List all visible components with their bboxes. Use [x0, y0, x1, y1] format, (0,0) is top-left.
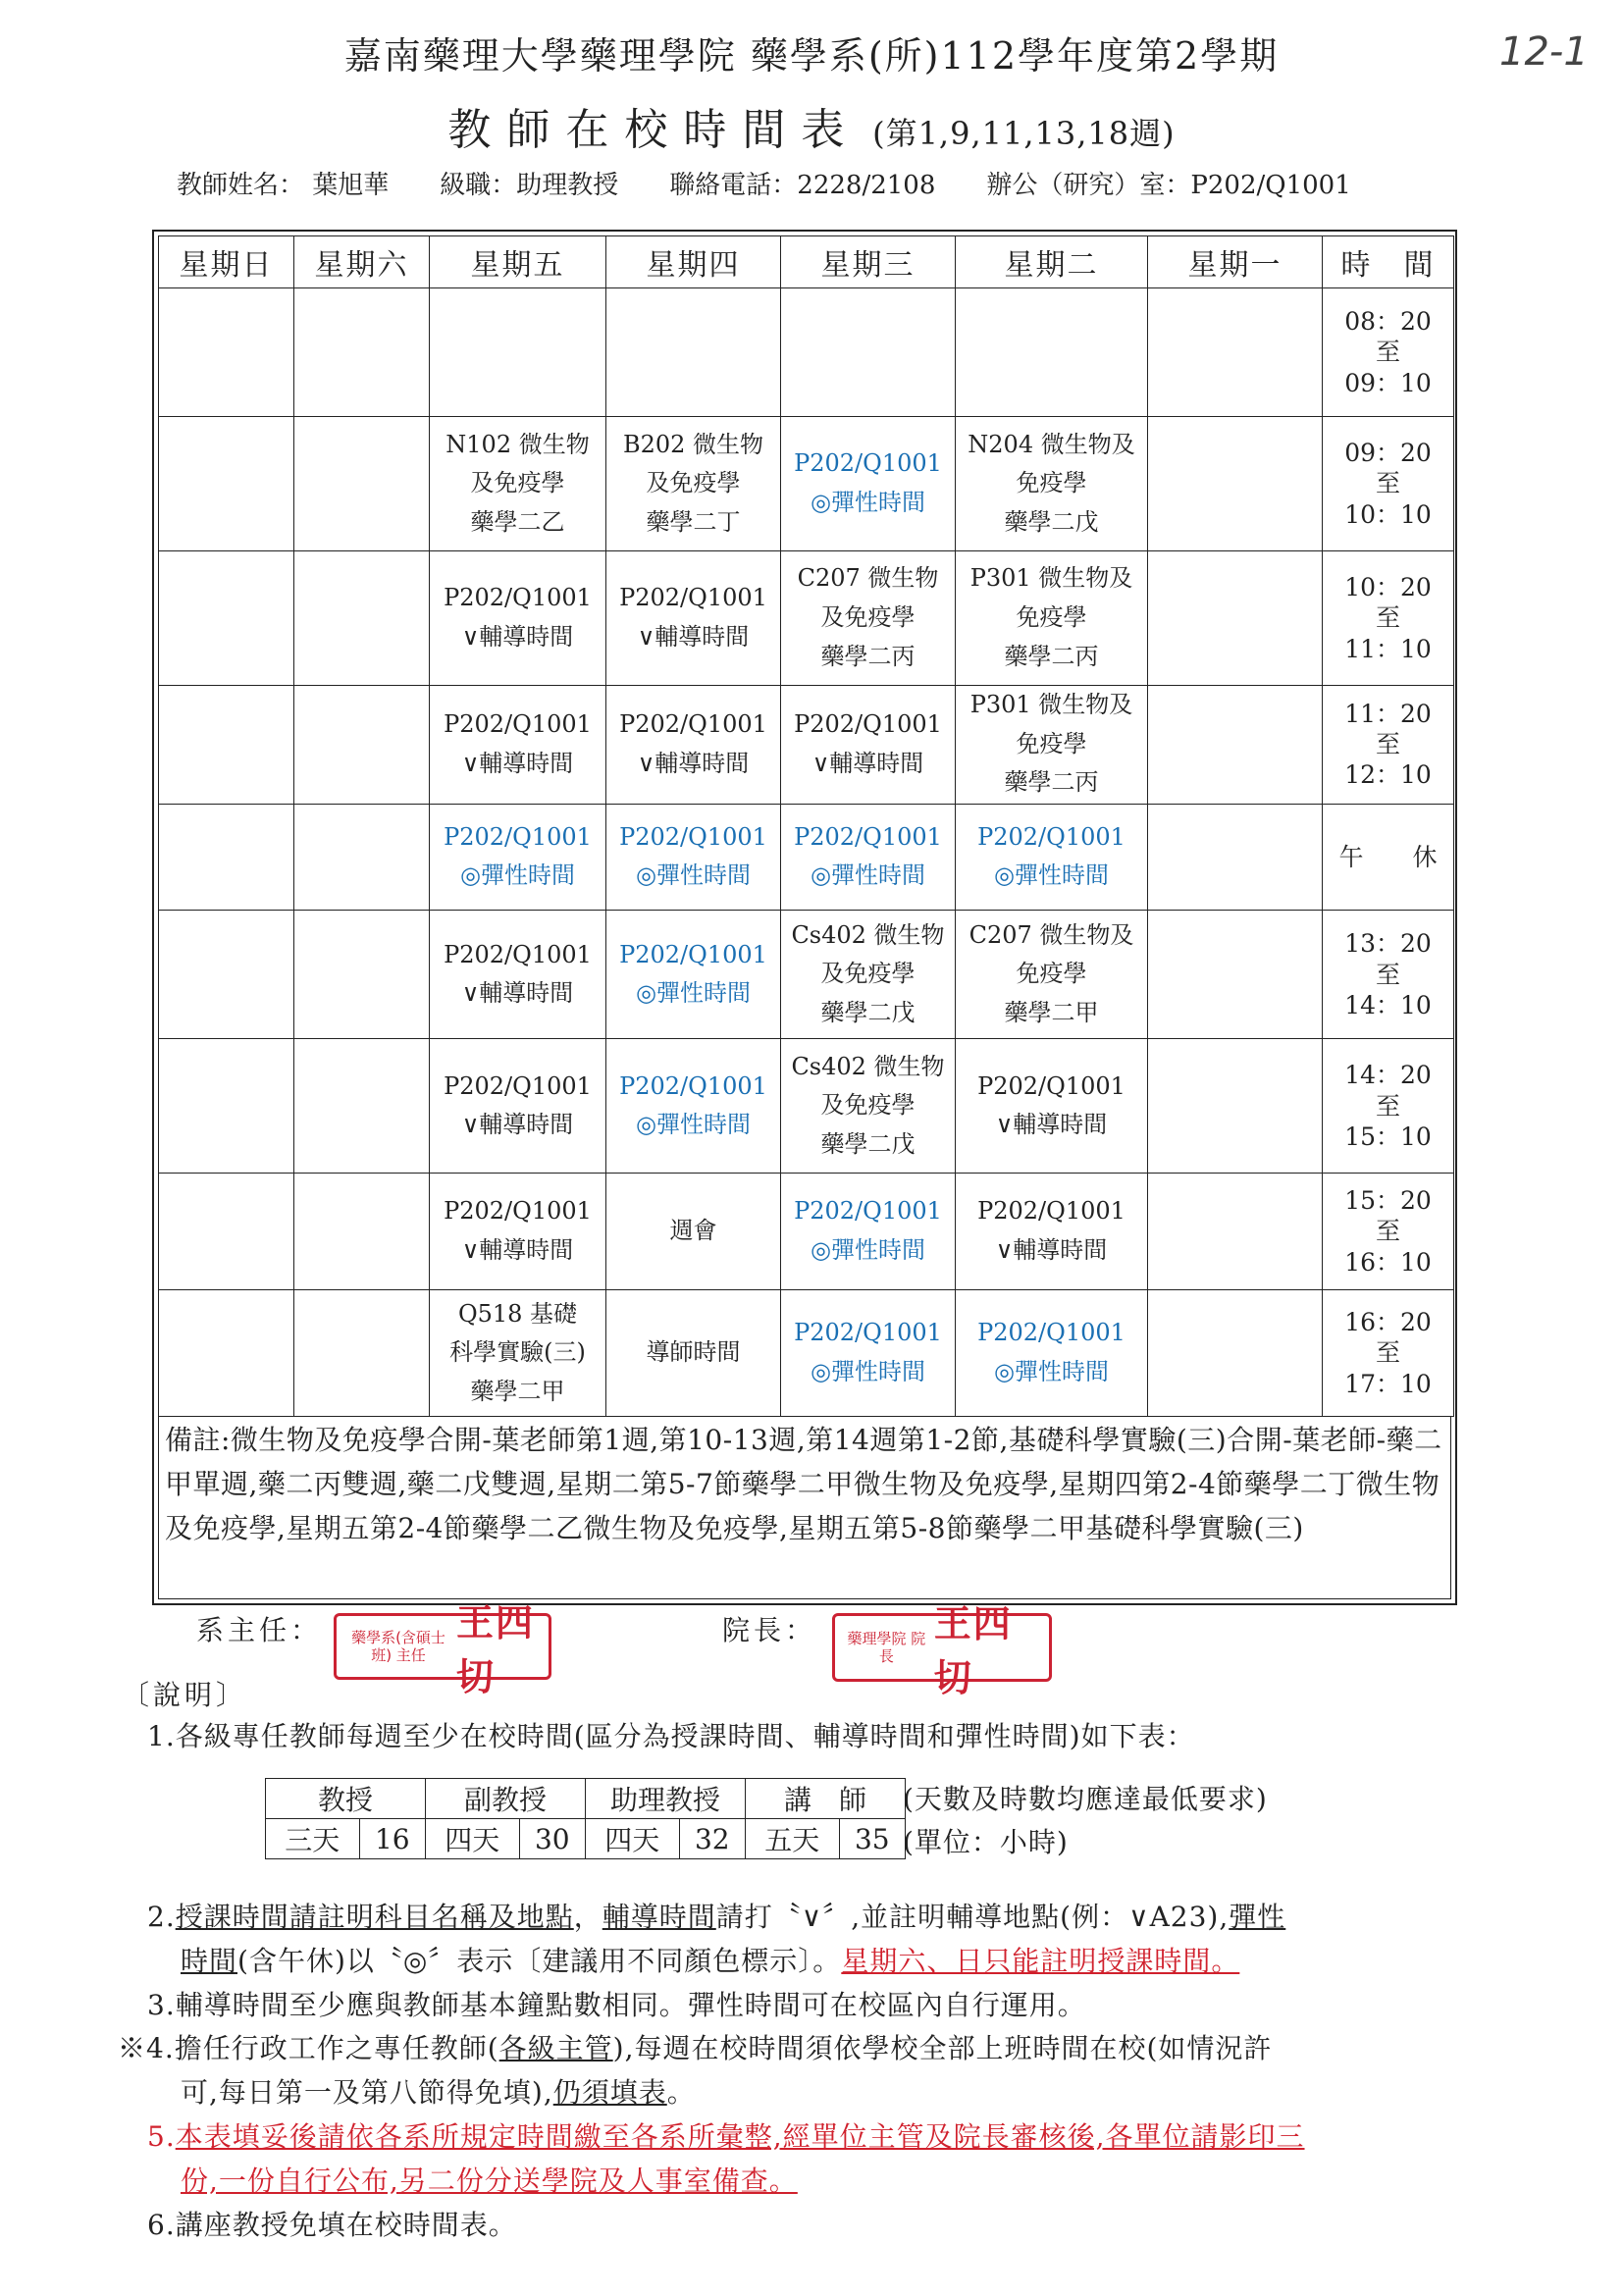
time-line: 至 [1375, 469, 1400, 498]
schedule-table [158, 235, 1454, 1417]
req-note-minimum: (天數及時數均應達最低要求) [903, 1783, 1268, 1815]
item2-sep: ， [573, 1901, 602, 1933]
schedule-cell [430, 1290, 606, 1417]
schedule-cell [159, 1174, 294, 1290]
req-days: 三天 [266, 1819, 360, 1859]
schedule-header-row [159, 236, 1454, 288]
time-line: 至 [1375, 603, 1400, 633]
schedule-cell [956, 685, 1148, 804]
schedule-cell [430, 416, 606, 550]
subtitle-main: 教師在校時間表 [447, 105, 861, 155]
schedule-cell-line: 及免疫學 [820, 960, 916, 988]
schedule-cell [294, 416, 430, 550]
time-line: 至 [1375, 338, 1400, 367]
schedule-cell [159, 685, 294, 804]
schedule-cell-line: 藥學二甲 [1004, 999, 1099, 1027]
item4-desc-2: 可,每日第一及第八節得免填), [181, 2075, 553, 2109]
schedule-cell-line: ∨輔導時間 [461, 749, 574, 777]
schedule-cell-line: 及免疫學 [470, 469, 565, 497]
schedule-notes: 備註:微生物及免疫學合開-葉老師第1週,第10-13週,第14週第1-2節,基礎科學實驗(三)合開-葉老師-藥二甲單週,藥二丙雙週,藥二戊雙週,星期二第5-7節藥學二甲微生物及免疫學,星期四第2-4節藥學二丁微生物及免疫學,星期五第2-4節藥學二乙微生物及免疫學,星期五第5-8節藥學二甲基礎科學實驗(三) [158, 1417, 1451, 1599]
schedule-cell [159, 1290, 294, 1417]
schedule-cell-line: ◎彈性時間 [811, 488, 925, 516]
item2-counsel: 輔導時間 [602, 1901, 716, 1933]
schedule-cell [781, 1174, 956, 1290]
schedule-cell-line: P202/Q1001 [619, 822, 767, 851]
time-line: 09：20 [1344, 439, 1432, 468]
schedule-cell-line: ◎彈性時間 [811, 1358, 925, 1385]
time-line: 16：10 [1344, 1247, 1432, 1277]
schedule-cell-line: ◎彈性時間 [460, 861, 575, 890]
time-line: 08：20 [1344, 307, 1432, 337]
schedule-cell-line: 免疫學 [1016, 729, 1087, 757]
req-days: 四天 [426, 1819, 520, 1859]
schedule-cell [294, 1039, 430, 1174]
time-line: 至 [1375, 1338, 1400, 1368]
schedule-cell [781, 1039, 956, 1174]
req-values-row [266, 1819, 906, 1859]
schedule-cell-line: ◎彈性時間 [994, 861, 1109, 890]
schedule-cell-line: P202/Q1001 [794, 822, 942, 851]
schedule-body [159, 288, 1454, 1417]
schedule-cell-line: P202/Q1001 [444, 1197, 592, 1226]
schedule-cell [781, 1290, 956, 1417]
schedule-cell [781, 416, 956, 550]
schedule-cell [1148, 416, 1323, 550]
schedule-cell [606, 1174, 781, 1290]
schedule-cell [294, 685, 430, 804]
schedule-cell-line: ∨輔導時間 [461, 1236, 574, 1265]
minimum-hours-table [265, 1778, 906, 1859]
schedule-cell [781, 685, 956, 804]
req-hours: 35 [839, 1819, 905, 1859]
item2-flex-2: 時間 [181, 1944, 238, 1977]
schedule-row [159, 685, 1454, 804]
schedule-cell [430, 804, 606, 911]
dean-label: 院長： [722, 1614, 817, 1646]
explanation-item-1: 1.各級專任教師每週至少在校時間(區分為授課時間、輔導時間和彈性時間)如下表： [147, 1720, 1195, 1752]
schedule-cell [430, 550, 606, 685]
req-rank: 副教授 [426, 1779, 586, 1819]
schedule-time-cell [1323, 288, 1454, 417]
time-line: 12：10 [1344, 760, 1432, 790]
schedule-cell-line: 免疫學 [1016, 469, 1087, 497]
item5-line1: 本表填妥後請依各系所規定時間繳至各系所彙整,經單位主管及院長審核後,各單位請影印三 [175, 2120, 1305, 2153]
schedule-time-cell [1323, 1290, 1454, 1417]
handwritten-page-mark: 12-1 [1499, 29, 1589, 75]
time-line: 09：10 [1344, 368, 1432, 397]
schedule-cell-line: 藥學二丙 [820, 642, 916, 670]
explanation-item-5 [147, 2115, 1521, 2204]
explanation-item-6: 6.講座教授免填在校時間表。 [147, 2209, 517, 2241]
schedule-cell [606, 804, 781, 911]
schedule-cell-line: Cs402 微生物 [791, 1052, 945, 1080]
schedule-time-cell [1323, 804, 1454, 911]
schedule-cell-line: P202/Q1001 [619, 1071, 767, 1100]
page-subtitle [0, 94, 1623, 157]
dept-stamp-title: 藥學系(含碩士班) 主任 [351, 1629, 445, 1664]
schedule-cell [956, 1039, 1148, 1174]
subtitle-weeks: (第1,9,11,13,18週) [872, 115, 1176, 152]
schedule-cell-line: P202/Q1001 [977, 822, 1126, 851]
schedule-cell [159, 416, 294, 550]
schedule-cell [1148, 911, 1323, 1039]
schedule-cell [606, 550, 781, 685]
item4-desc: ),每週在校時間須依學校全部上班時間在校(如情況許 [612, 2032, 1273, 2064]
schedule-cell [606, 416, 781, 550]
schedule-cell [956, 911, 1148, 1039]
item2-flex-desc: (含午休)以〝◎〞表示〔建議用不同顏色標示〕。 [237, 1944, 842, 1977]
schedule-cell [430, 1039, 606, 1174]
schedule-cell-line: P202/Q1001 [619, 710, 767, 739]
schedule-cell [159, 1039, 294, 1174]
schedule-cell-line: 導師時間 [646, 1338, 741, 1367]
req-days: 五天 [746, 1819, 840, 1859]
schedule-cell [294, 550, 430, 685]
schedule-cell [159, 911, 294, 1039]
schedule-cell-line: ∨輔導時間 [995, 1111, 1108, 1139]
schedule-cell [956, 550, 1148, 685]
time-line: 至 [1375, 960, 1400, 989]
schedule-cell [1148, 1039, 1323, 1174]
dean-stamp [832, 1602, 1052, 1699]
time-line: 至 [1375, 1217, 1400, 1246]
item4-managers: 各級主管 [498, 2032, 613, 2064]
schedule-cell [606, 685, 781, 804]
dept-stamp-name: 王四切 [456, 1601, 536, 1698]
schedule-cell [956, 804, 1148, 911]
schedule-cell-line: ◎彈性時間 [636, 1111, 751, 1139]
schedule-cell-line: B202 微生物 [622, 430, 764, 458]
schedule-cell-line: ∨輔導時間 [637, 622, 750, 651]
explanation-item-3: 3.輔導時間至少應與教師基本鐘點數相同。彈性時間可在校區內自行運用。 [147, 1989, 1086, 2021]
schedule-header-cell: 星期五 [430, 236, 606, 288]
schedule-cell [159, 288, 294, 417]
req-days: 四天 [586, 1819, 680, 1859]
schedule-cell [606, 1290, 781, 1417]
dept-head-stamp [334, 1601, 551, 1698]
schedule-header-cell: 星期一 [1148, 236, 1323, 288]
schedule-cell-line: C207 微生物及 [969, 920, 1134, 949]
schedule-cell-line: 科學實驗(三) [449, 1338, 586, 1367]
schedule-cell-line: P202/Q1001 [619, 584, 767, 612]
req-rank: 講 師 [746, 1779, 906, 1819]
req-note-unit: (單位：小時) [903, 1826, 1069, 1858]
teacher-rank: 級職：助理教授 [440, 171, 619, 200]
schedule-cell [781, 550, 956, 685]
time-line: 15：10 [1344, 1122, 1432, 1151]
item5-num: 5. [147, 2120, 176, 2153]
schedule-cell-line: 週會 [669, 1217, 717, 1245]
schedule-cell-line: 藥學二乙 [470, 507, 565, 536]
time-line: 17：10 [1344, 1369, 1432, 1398]
schedule-cell-line: P202/Q1001 [444, 710, 592, 739]
schedule-cell-line: 藥學二甲 [470, 1377, 565, 1405]
schedule-cell [430, 288, 606, 417]
schedule-cell-line: P202/Q1001 [794, 1319, 942, 1347]
schedule-header-cell: 星期三 [781, 236, 956, 288]
schedule-cell [294, 288, 430, 417]
time-line: 至 [1375, 1091, 1400, 1121]
schedule-header-cell: 星期二 [956, 236, 1148, 288]
schedule-cell-line: ∨輔導時間 [637, 749, 750, 777]
schedule-time-cell [1323, 1039, 1454, 1174]
schedule-cell [294, 911, 430, 1039]
schedule-cell [956, 1174, 1148, 1290]
teacher-info [177, 165, 1482, 201]
schedule-cell-line: P301 微生物及 [969, 691, 1133, 719]
schedule-cell [1148, 804, 1323, 911]
schedule-cell [1148, 1290, 1323, 1417]
explanation-item-2 [147, 1896, 1521, 1984]
schedule-header-cell: 星期日 [159, 236, 294, 288]
schedule-row [159, 911, 1454, 1039]
time-line: 11：20 [1344, 699, 1432, 728]
schedule-header-cell: 時 間 [1323, 236, 1454, 288]
schedule-cell-line: Cs402 微生物 [791, 920, 945, 949]
schedule-cell-line: P202/Q1001 [794, 1197, 942, 1226]
page-title: 嘉南藥理大學藥理學院 藥學系(所)112學年度第2學期 [343, 34, 1280, 78]
schedule-row [159, 1039, 1454, 1174]
schedule-cell-line: P202/Q1001 [977, 1319, 1126, 1347]
time-line: 10：10 [1344, 499, 1432, 529]
schedule-time-cell [1323, 1174, 1454, 1290]
schedule-cell-line: ∨輔導時間 [461, 1111, 574, 1139]
req-rank: 助理教授 [586, 1779, 746, 1819]
item2-counsel-desc: 請打〝∨〞,並註明輔導地點(例：∨A23), [715, 1901, 1230, 1933]
schedule-cell-line: 及免疫學 [820, 603, 916, 632]
item2-flex: 彈性 [1229, 1901, 1286, 1933]
schedule-cell [956, 1290, 1148, 1417]
schedule-cell-line: ◎彈性時間 [636, 861, 751, 890]
schedule-cell-line: 藥學二丁 [646, 507, 741, 536]
schedule-cell-line: ◎彈性時間 [811, 861, 925, 890]
schedule-cell [606, 288, 781, 417]
schedule-row [159, 1174, 1454, 1290]
schedule-cell [294, 1174, 430, 1290]
time-line: 16：20 [1344, 1308, 1432, 1337]
schedule-cell-line: ∨輔導時間 [812, 749, 924, 777]
schedule-cell [781, 804, 956, 911]
schedule-cell-line: P202/Q1001 [444, 940, 592, 968]
time-line: 至 [1375, 730, 1400, 759]
schedule-cell-line: Q518 基礎 [457, 1299, 578, 1328]
schedule-cell-line: 免疫學 [1016, 603, 1087, 632]
schedule-cell [956, 288, 1148, 417]
item2-teaching: 授課時間請註明科目名稱及地點 [175, 1901, 574, 1933]
schedule-time-cell [1323, 911, 1454, 1039]
req-hours: 16 [359, 1819, 425, 1859]
teacher-office: 辦公（研究）室：P202/Q1001 [986, 171, 1351, 200]
schedule-cell [606, 911, 781, 1039]
schedule-row [159, 804, 1454, 911]
schedule-cell-line: N204 微生物及 [968, 430, 1135, 458]
req-hours: 30 [519, 1819, 585, 1859]
time-line: 午 休 [1338, 842, 1438, 871]
schedule-cell-line: 及免疫學 [646, 469, 741, 497]
time-line: 11：10 [1344, 634, 1432, 663]
schedule-cell [430, 1174, 606, 1290]
dean-stamp-name: 王四切 [933, 1602, 1013, 1699]
dept-head-label: 系主任： [196, 1614, 323, 1646]
schedule-time-cell [1323, 416, 1454, 550]
schedule-cell-line: P202/Q1001 [619, 940, 767, 968]
req-hours: 32 [679, 1819, 745, 1859]
schedule-cell-line: P202/Q1001 [977, 1071, 1126, 1100]
schedule-cell-line: 藥學二丙 [1004, 768, 1099, 797]
time-line: 14：10 [1344, 990, 1432, 1019]
schedule-cell [781, 911, 956, 1039]
req-rank-row [266, 1779, 906, 1819]
schedule-cell-line: ∨輔導時間 [995, 1236, 1108, 1265]
schedule-cell-line: P202/Q1001 [444, 1071, 592, 1100]
teacher-phone: 聯絡電話：2228/2108 [669, 171, 936, 200]
schedule-cell-line: P202/Q1001 [794, 710, 942, 739]
schedule-cell-line: 藥學二戊 [820, 1129, 916, 1158]
schedule-row [159, 1290, 1454, 1417]
schedule-cell-line: ◎彈性時間 [811, 1236, 925, 1265]
schedule-cell-line: 藥學二丙 [1004, 642, 1099, 670]
schedule-cell [1148, 288, 1323, 417]
req-rank: 教授 [266, 1779, 426, 1819]
schedule-cell [606, 1039, 781, 1174]
schedule-cell [430, 911, 606, 1039]
schedule-cell-line: P301 微生物及 [969, 564, 1133, 593]
time-line: 15：20 [1344, 1186, 1432, 1216]
time-line: 14：20 [1344, 1061, 1432, 1090]
schedule-cell [294, 804, 430, 911]
schedule-row [159, 288, 1454, 417]
schedule-cell [159, 804, 294, 911]
schedule-cell-line: P202/Q1001 [794, 449, 942, 478]
schedule-header-cell: 星期四 [606, 236, 781, 288]
schedule-cell-line: P202/Q1001 [444, 584, 592, 612]
dean-stamp-title: 藥理學院 院長 [847, 1630, 926, 1665]
schedule-cell-line: C207 微生物 [797, 564, 939, 593]
explanation-item-4 [118, 2027, 1511, 2115]
schedule-cell-line: P202/Q1001 [977, 1197, 1126, 1226]
schedule-cell-line: 藥學二戊 [1004, 507, 1099, 536]
schedule-time-cell [1323, 550, 1454, 685]
schedule-cell-line: ◎彈性時間 [994, 1358, 1109, 1385]
schedule-cell-line: N102 微生物 [445, 430, 590, 458]
schedule-cell [430, 685, 606, 804]
schedule-header-cell: 星期六 [294, 236, 430, 288]
schedule-cell [294, 1290, 430, 1417]
time-line: 13：20 [1344, 929, 1432, 959]
schedule-cell-line: ∨輔導時間 [461, 979, 574, 1008]
item5-line2: 份,一份自行公布,另二份分送學院及人事室備查。 [181, 2164, 798, 2197]
item4-end: 。 [666, 2075, 696, 2109]
schedule-row [159, 550, 1454, 685]
schedule-cell-line: P202/Q1001 [444, 822, 592, 851]
schedule-cell-line: ∨輔導時間 [461, 622, 574, 651]
time-line: 10：20 [1344, 573, 1432, 601]
schedule-cell [159, 550, 294, 685]
schedule-cell-line: 藥學二戊 [820, 999, 916, 1027]
schedule-cell [956, 416, 1148, 550]
schedule-cell [781, 288, 956, 417]
item4-must-fill: 仍須填表 [552, 2075, 667, 2109]
schedule-cell-line: 免疫學 [1016, 960, 1087, 988]
teacher-name: 教師姓名： 葉旭華 [177, 171, 390, 200]
schedule-cell-line: ◎彈性時間 [636, 979, 751, 1008]
schedule-cell-line: 及免疫學 [820, 1091, 916, 1120]
schedule-cell [1148, 1174, 1323, 1290]
schedule-frame [152, 230, 1457, 1605]
explanation-title: 〔說明〕 [122, 1679, 248, 1711]
item2-num: 2. [147, 1901, 176, 1933]
schedule-cell [1148, 550, 1323, 685]
schedule-time-cell [1323, 685, 1454, 804]
schedule-cell [1148, 685, 1323, 804]
item4-start: ※4.擔任行政工作之專任教師( [118, 2032, 499, 2064]
schedule-row [159, 416, 1454, 550]
item2-weekend-note: 星期六、日只能註明授課時間。 [841, 1944, 1240, 1977]
